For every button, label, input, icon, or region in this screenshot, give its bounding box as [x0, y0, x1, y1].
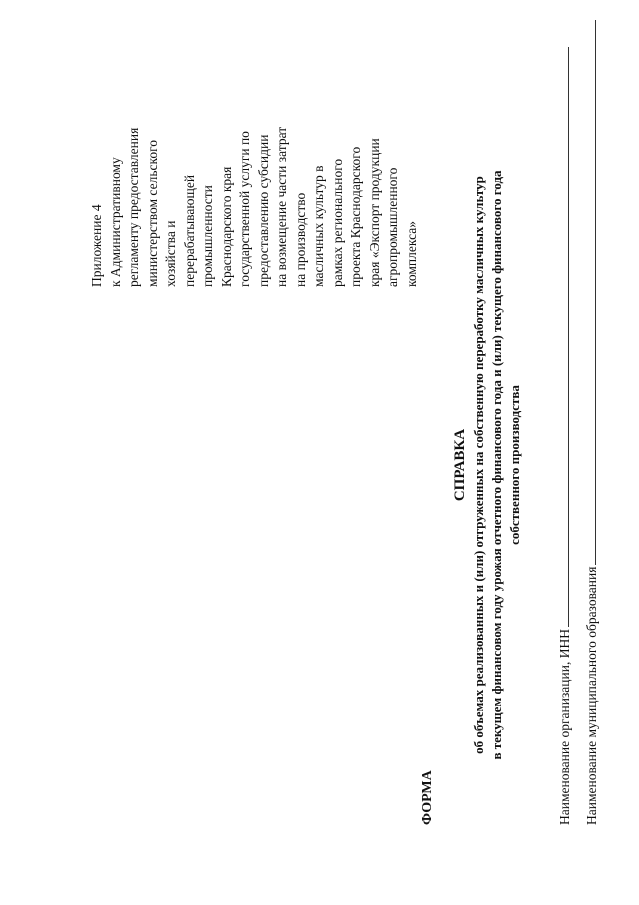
form-label: ФОРМА [420, 770, 435, 825]
appendix-line: на производство [292, 192, 308, 287]
appendix-line: края «Экспорт продукции [366, 138, 382, 287]
appendix-line: министерством сельского [144, 139, 160, 287]
appendix-line: предоставлению субсидии [255, 134, 271, 287]
organization-field [556, 47, 573, 825]
appendix-line: проекта Краснодарского [348, 146, 363, 287]
organization-label: Наименование организации, ИНН [557, 629, 572, 825]
document-title: СПРАВКА [452, 428, 468, 502]
appendix-line: хозяйства и [163, 220, 178, 287]
organization-input-line[interactable] [556, 47, 569, 627]
appendix-line: комплекса» [403, 221, 419, 287]
appendix-line: Краснодарского края [218, 166, 234, 287]
heading-line-3: собственного производства [507, 385, 522, 545]
appendix-line: на возмещение части затрат [274, 126, 289, 287]
appendix-line: промышленности [200, 185, 215, 287]
municipality-label: Наименование муниципального образования [584, 566, 599, 825]
document-heading [450, 145, 524, 785]
appendix-line: агропромышленного [385, 167, 400, 287]
appendix-line: регламенту предоставления [126, 127, 141, 287]
appendix-line: перерабатывающей [181, 174, 197, 287]
municipality-field [583, 20, 600, 825]
appendix-line: рамках регионального [329, 158, 345, 287]
appendix-line: масличных культур в [311, 165, 326, 287]
municipality-input-line[interactable] [583, 20, 596, 565]
heading-line-1: об объемах реализованных и (или) отгруженных на собственную переработку масличных культур [471, 176, 486, 754]
appendix-line: к Административному [107, 157, 123, 287]
appendix-line: государственной услуги по [237, 131, 252, 287]
heading-line-2: в текущем финансовом году урожая отчетного финансового года и (или) текущего финансового года [489, 170, 504, 760]
appendix-line: Приложение 4 [89, 204, 104, 287]
appendix-note [88, 75, 421, 287]
